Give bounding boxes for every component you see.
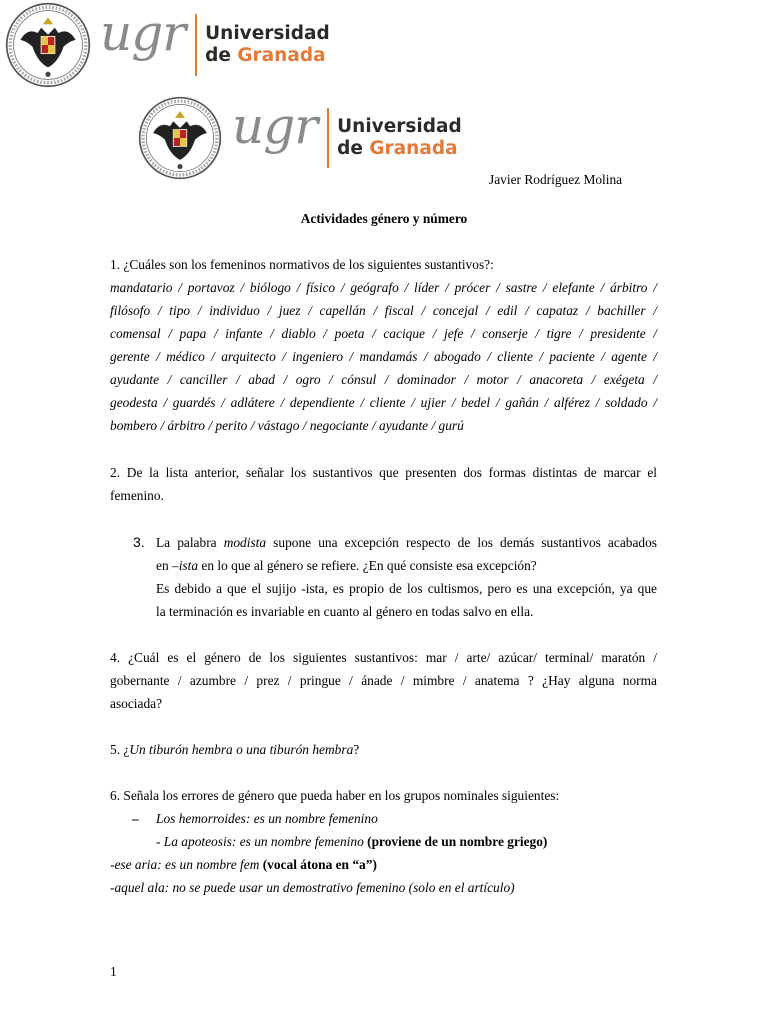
question-text: en –ista en lo que al género se refiere. ¿En qué consiste esa excepción?	[156, 558, 537, 573]
question-text: femenino.	[110, 488, 164, 503]
question-text: La palabra modista supone una excepción respecto de los demás sustantivos acabados	[156, 535, 658, 550]
question-2	[110, 461, 657, 507]
question-text: 1. ¿Cuáles son los femeninos normativos de los siguientes sustantivos?:	[110, 257, 494, 272]
list-number: 3.	[133, 534, 145, 550]
question-4	[110, 646, 657, 715]
word-list-line: ayudante / canciller / abad / ogro / cónsul / dominador / motor / anacoreta / exégeta /	[110, 372, 657, 387]
logo-university-name: Universidad de Granada	[205, 22, 330, 66]
word-list-line: geodesta / guardés / adlátere / dependiente / cliente / ujier / bedel / gañán / alférez / soldado /	[110, 395, 657, 410]
word-list-line: bombero / árbitro / perito / vástago / negociante / ayudante / gurú	[110, 418, 464, 433]
question-6	[110, 784, 657, 899]
author-name: Javier Rodríguez Molina	[489, 172, 623, 187]
question-text: gobernante / azumbre / prez / pringue / ánade / mimbre / anatema ? ¿Hay alguna norma	[110, 673, 657, 688]
answer-item: -ese aria: es un nombre fem (vocal átona en “a”)	[110, 857, 377, 872]
question-text: 5. ¿Un tiburón hembra o una tiburón hembra?	[110, 742, 360, 757]
question-text: 2. De la lista anterior, señalar los sustantivos que presenten dos formas distintas de marcar el	[110, 465, 657, 480]
university-logo-secondary	[134, 96, 462, 180]
logo-divider	[327, 108, 329, 168]
question-3	[110, 531, 657, 623]
logo-ugr-text: ugr	[100, 4, 186, 62]
word-list-line: mandatario / portavoz / biólogo / físico / geógrafo / líder / prócer / sastre / elefante / árbitro /	[110, 280, 657, 295]
university-seal-icon	[2, 2, 94, 88]
word-list-line: comensal / papa / infante / diablo / poeta / cacique / jefe / conserje / tigre / presidente /	[110, 326, 657, 341]
question-text: asociada?	[110, 696, 163, 711]
question-5	[110, 738, 657, 761]
logo-ugr-text: ugr	[232, 97, 318, 155]
list-bullet: –	[132, 811, 139, 826]
question-1	[110, 253, 657, 437]
answer-text: la terminación es invariable en cuanto al género en todas salvo en ella.	[156, 604, 534, 619]
logo-divider	[195, 14, 197, 76]
word-list-line: filósofo / tipo / individuo / juez / capellán / fiscal / concejal / edil / capataz / bachiller /	[110, 303, 657, 318]
university-logo	[2, 2, 330, 88]
question-text: 6. Señala los errores de género que pueda haber en los grupos nominales siguientes:	[110, 788, 560, 803]
answer-text: Es debido a que el sujijo -ista, es propio de los cultismos, pero es una excepción, ya que	[156, 581, 657, 596]
answer-item: - La apoteosis: es un nombre femenino (proviene de un nombre griego)	[156, 834, 548, 849]
answer-item: -aquel ala: no se puede usar un demostrativo femenino (solo en el artículo)	[110, 880, 515, 895]
logo-university-name: Universidad de Granada	[337, 115, 462, 159]
word-list-line: gerente / médico / arquitecto / ingeniero / mandamás / abogado / cliente / paciente / agente /	[110, 349, 657, 364]
university-seal-icon	[134, 96, 226, 180]
question-text: 4. ¿Cuál es el género de los siguientes sustantivos: mar / arte/ azúcar/ terminal/ maratón /	[110, 650, 657, 665]
answer-item: – Los hemorroides: es un nombre femenino	[110, 807, 657, 830]
page-number: 1	[110, 964, 117, 979]
page-title: Actividades género y número	[300, 211, 468, 226]
